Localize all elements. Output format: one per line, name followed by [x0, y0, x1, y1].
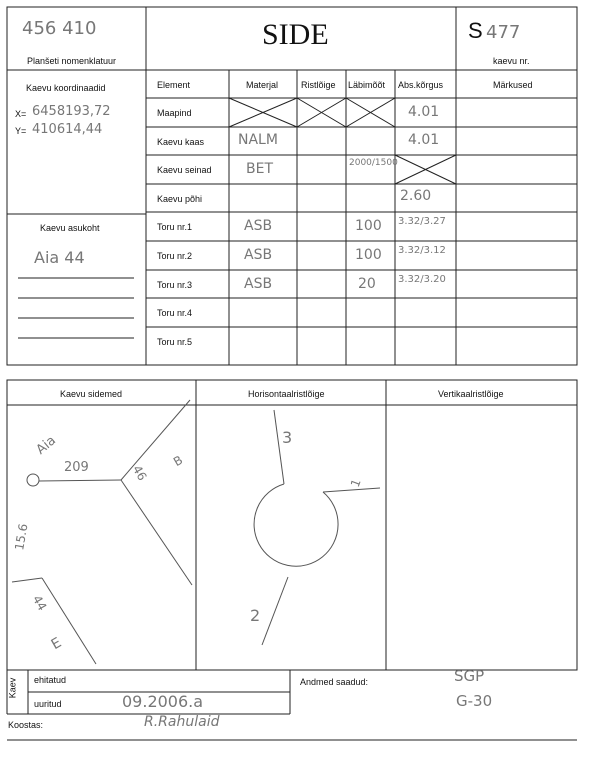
- nomenclature-value: 456 410: [22, 18, 97, 39]
- row-label-toru-3: Toru nr.3: [157, 280, 193, 290]
- row-label-toru-4: Toru nr.4: [157, 308, 193, 318]
- sketch-header-vertikaal: Vertikaalristlõige: [438, 389, 504, 399]
- cell-labimoot-toru-1: 100: [355, 218, 382, 234]
- andmed-value-1: SGP: [454, 667, 485, 685]
- sidemed-aia: Aia: [33, 433, 59, 458]
- well-value: 477: [486, 22, 521, 43]
- col-header-materjal: Materjal: [246, 80, 279, 90]
- cell-abs-toru-2: 3.32/3.12: [398, 245, 446, 256]
- andmed-value-2: G-30: [456, 692, 493, 710]
- cell-labimoot-toru-2: 100: [355, 247, 382, 263]
- well-prefix: S: [468, 18, 483, 43]
- horizontal-section-sketch: [254, 410, 380, 645]
- cell-materjal-toru-2: ASB: [244, 247, 273, 263]
- ehitatud-label: ehitatud: [34, 675, 67, 685]
- cell-abs-pohi: 2.60: [400, 188, 432, 204]
- x-label: X=: [15, 109, 27, 119]
- pipe-label-3: 3: [282, 428, 293, 447]
- uuritud-label: uuritud: [34, 699, 62, 709]
- nomenclature-label: Planšeti nomenklatuur: [27, 56, 117, 66]
- kaev-label: Kaev: [7, 677, 18, 699]
- row-label-toru-1: Toru nr.1: [157, 222, 193, 232]
- sketch-header-horisontaal: Horisontaalristlõige: [248, 389, 325, 399]
- col-header-ristloige: Ristlõige: [301, 80, 336, 90]
- col-header-element: Element: [157, 80, 191, 90]
- cell-abs-toru-3: 3.32/3.20: [398, 274, 446, 285]
- cell-abs-maapind: 4.01: [408, 104, 440, 120]
- cell-materjal-seinad: BET: [246, 161, 274, 177]
- koostas-signature: R.Rahulaid: [144, 714, 220, 730]
- location-label: Kaevu asukoht: [40, 223, 100, 233]
- row-label-kaevu-seinad: Kaevu seinad: [157, 165, 212, 175]
- row-label-kaevu-kaas: Kaevu kaas: [157, 137, 205, 147]
- cell-materjal-kaas: NALM: [238, 132, 278, 148]
- cell-labimoot-seinad: 2000/1500: [349, 158, 398, 168]
- cell-abs-kaas: 4.01: [408, 132, 440, 148]
- sidemed-46: 46: [129, 462, 150, 484]
- andmed-label: Andmed saadud:: [300, 677, 369, 687]
- y-label: Y=: [15, 126, 27, 136]
- row-label-maapind: Maapind: [157, 108, 192, 118]
- col-header-markused: Märkused: [493, 80, 533, 90]
- sidemed-156: 15.6: [12, 522, 31, 552]
- sidemed-b: B: [171, 452, 186, 470]
- col-header-labimoot: Läbimõõt: [348, 80, 386, 90]
- uuritud-value: 09.2006.a: [122, 692, 204, 711]
- sidemed-e: E: [48, 634, 65, 654]
- sketch-header-sidemed: Kaevu sidemed: [60, 389, 123, 399]
- col-header-abs-korgus: Abs.kõrgus: [398, 80, 444, 90]
- sidemed-sketch: [12, 400, 192, 664]
- sidemed-44: 44: [29, 592, 50, 614]
- x-value: 6458193,72: [32, 104, 111, 119]
- cell-materjal-toru-1: ASB: [244, 218, 273, 234]
- koostas-label: Koostas:: [8, 720, 44, 730]
- row-label-toru-5: Toru nr.5: [157, 337, 193, 347]
- pipe-label-2: 2: [250, 606, 261, 625]
- pipe-label-1: 1: [347, 477, 364, 489]
- cell-abs-toru-1: 3.32/3.27: [398, 216, 446, 227]
- row-label-toru-2: Toru nr.2: [157, 251, 193, 261]
- cell-materjal-toru-3: ASB: [244, 276, 273, 292]
- y-value: 410614,44: [32, 122, 103, 137]
- cell-labimoot-toru-3: 20: [358, 276, 376, 292]
- location-value: Aia 44: [34, 248, 85, 267]
- page-title: SIDE: [262, 18, 329, 51]
- coordinates-label: Kaevu koordinaadid: [26, 83, 106, 93]
- sidemed-209: 209: [64, 460, 89, 475]
- well-label: kaevu nr.: [493, 56, 530, 66]
- row-label-kaevu-pohi: Kaevu põhi: [157, 194, 203, 204]
